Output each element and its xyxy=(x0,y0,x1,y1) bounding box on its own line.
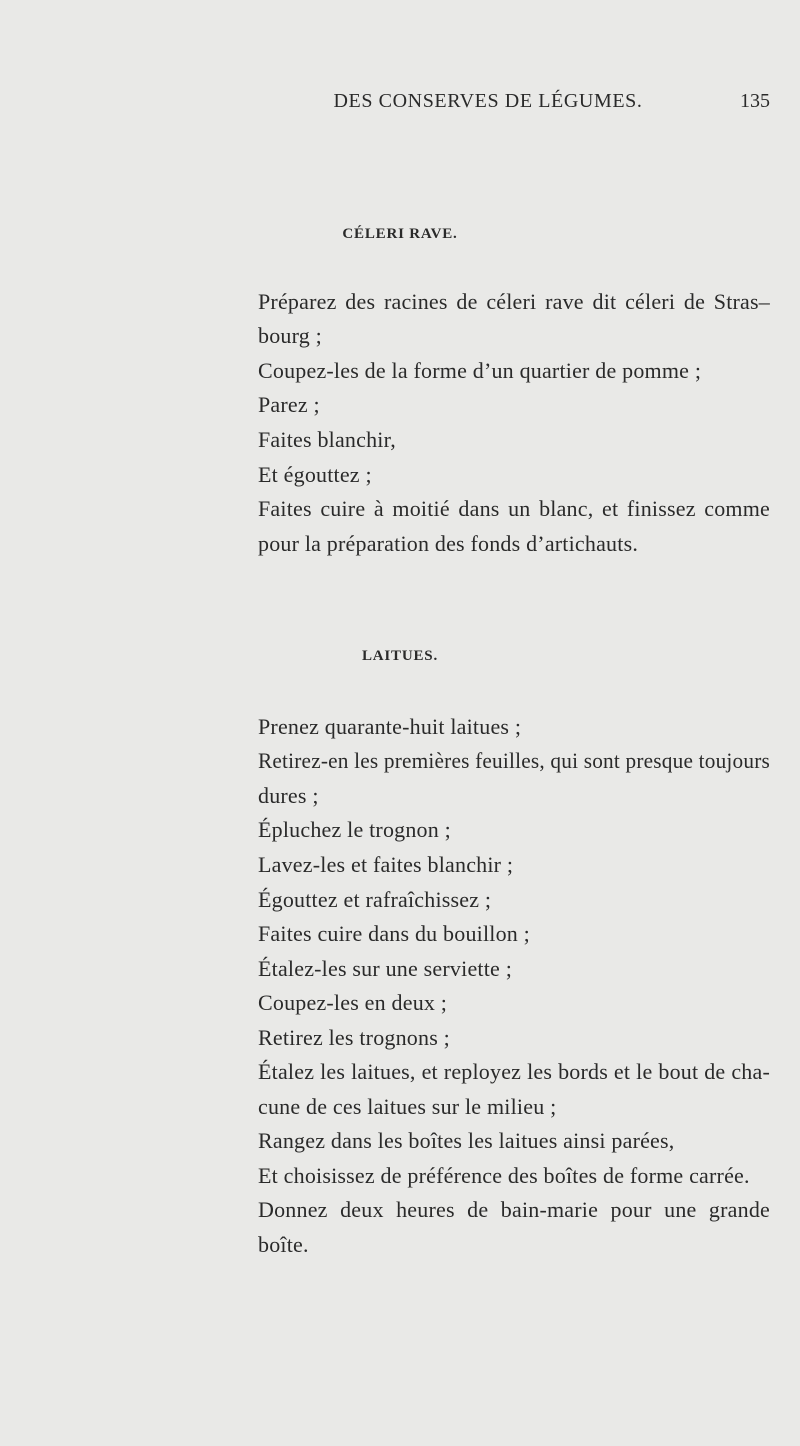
text-line: Coupez-les de la forme d’un quartier de pomme ; xyxy=(258,358,702,383)
text-line: pour la préparation des fonds d’artichauts. xyxy=(258,531,639,556)
text-line: Et choisissez de préférence des boîtes de forme carrée. xyxy=(258,1163,750,1188)
text-line: Coupez-les en deux ; xyxy=(258,990,448,1015)
text-line: Retirez-en les premières feuilles, qui sont presque toujours xyxy=(258,748,770,773)
text-line: Faites blanchir, xyxy=(258,427,396,452)
text-line: Épluchez le trognon ; xyxy=(258,817,451,842)
text-line: dures ; xyxy=(258,783,319,808)
text-line: Faites cuire dans du bouillon ; xyxy=(258,921,530,946)
running-header: DES CONSERVES DE LÉGUMES. xyxy=(333,90,643,112)
text-line: Égouttez et rafraîchissez ; xyxy=(258,887,492,912)
section-title-celeri-rave: CÉLERI RAVE. xyxy=(342,226,458,242)
text-line: Étalez les laitues, et reployez les bords et le bout de cha- xyxy=(258,1059,770,1084)
page-number: 135 xyxy=(740,90,770,112)
section-title-laitues: LAITUES. xyxy=(361,648,438,664)
text-line: Retirez les trognons ; xyxy=(258,1025,450,1050)
text-line: Faites cuire à moitié dans un blanc, et finissez comme xyxy=(258,496,770,521)
text-line: Donnez deux heures de bain-marie pour une grande xyxy=(258,1197,770,1222)
text-line: Et égouttez ; xyxy=(258,462,372,487)
text-line: Rangez dans les boîtes les laitues ainsi parées, xyxy=(258,1128,675,1153)
text-line: Prenez quarante-huit laitues ; xyxy=(258,714,522,739)
text-line: Lavez-les et faites blanchir ; xyxy=(258,852,514,877)
text-line: cune de ces laitues sur le milieu ; xyxy=(258,1094,557,1119)
text-line: Étalez-les sur une serviette ; xyxy=(258,956,513,981)
text-line: bourg ; xyxy=(258,323,322,348)
text-line: Préparez des racines de céleri rave dit céleri de Stras– xyxy=(258,289,770,314)
text-line: boîte. xyxy=(258,1232,309,1257)
text-line: Parez ; xyxy=(258,392,320,417)
